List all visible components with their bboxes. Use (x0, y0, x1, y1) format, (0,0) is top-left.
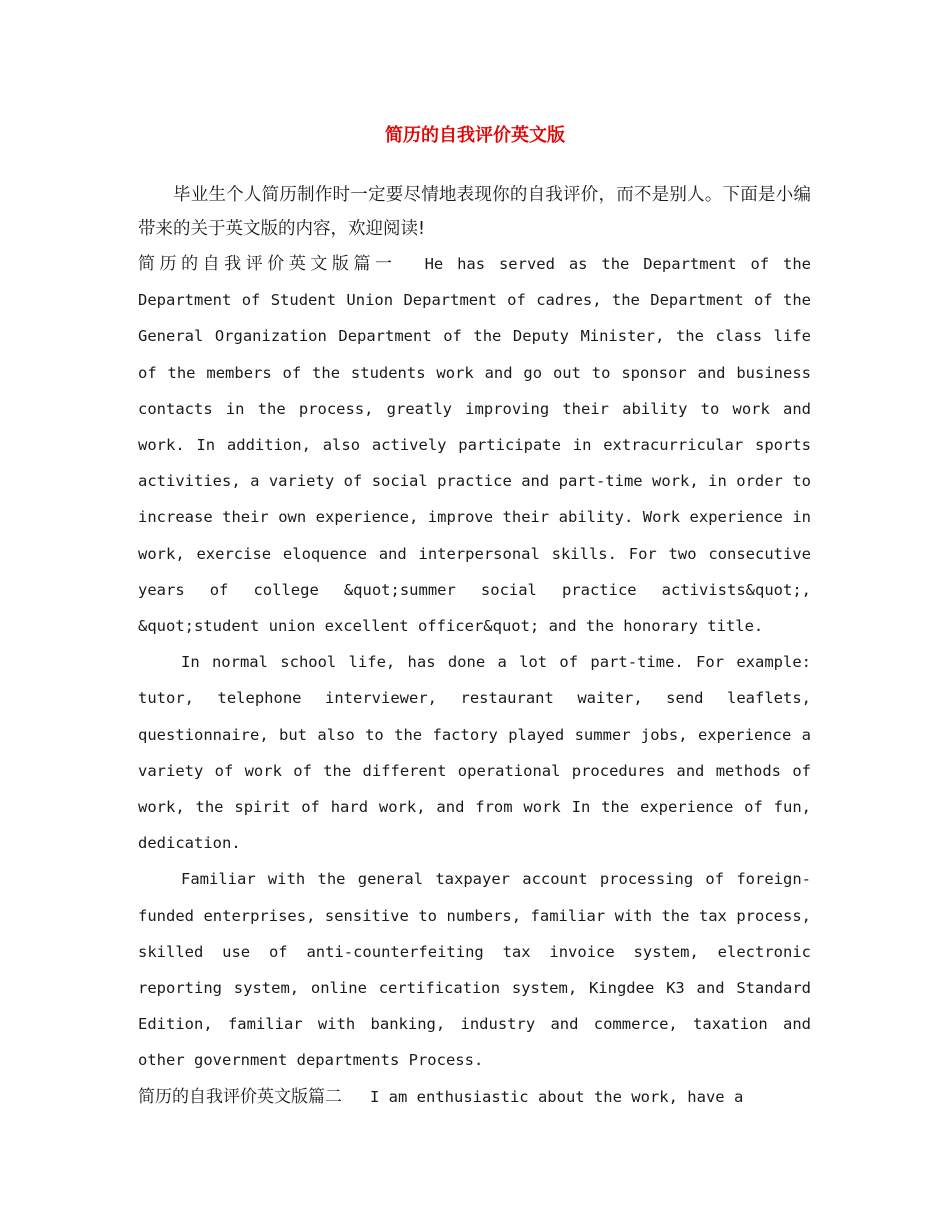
document-title: 简历的自我评价英文版 (385, 125, 565, 146)
section-1-paragraph-2: In normal school life, has done a lot of part-time. For example: tutor, telephone interviewer, restaurant waiter, send leaflets, questionnaire, but also to the factory played summer jobs, experience a variety of work of the different operational procedures and methods of work, the spirit of hard work, and from work In the experience of fun, dedication. (138, 653, 811, 853)
section-2-paragraph-1-text: I am enthusiastic about the work, have a (370, 1087, 744, 1106)
section-1-paragraph-1-text: He has served as the Department of the Department of Student Union Department of cadres, the Department of the General Organization Department of the Deputy Minister, the class life of the members of the students work and go out to sponsor and business contacts in the process, greatly improving their ability to work and work. In addition, also actively participate in extracurricular sports activities, a variety of social practice and part-time work, in order to increase their own experience, improve their ability. Work experience in work, exercise eloquence and interpersonal skills. For two consecutive years of college &quot;summer social practice activists&quot;, &quot;student union excellent officer&quot; and the honorary title. (138, 255, 811, 636)
section-1-heading: 简历的自我评价英文版篇一 (138, 254, 397, 274)
section-2-paragraph-1 (138, 1079, 811, 1115)
document-body (138, 178, 811, 1115)
intro-paragraph: 毕业生个人简历制作时一定要尽情地表现你的自我评价，而不是别人。下面是小编带来的关于英文版的内容，欢迎阅读! (138, 185, 811, 239)
section-1-paragraph-3: Familiar with the general taxpayer account processing of foreign-funded enterprises, sensitive to numbers, familiar with the tax process, skilled use of anti-counterfeiting tax invoice system, electronic reporting system, online certification system, Kingdee K3 and Standard Edition, familiar with banking, industry and commerce, taxation and other government departments Process. (138, 870, 811, 1070)
section-2-heading: 简历的自我评价英文版篇二 (138, 1086, 342, 1107)
section-1-paragraph-1 (138, 246, 811, 644)
